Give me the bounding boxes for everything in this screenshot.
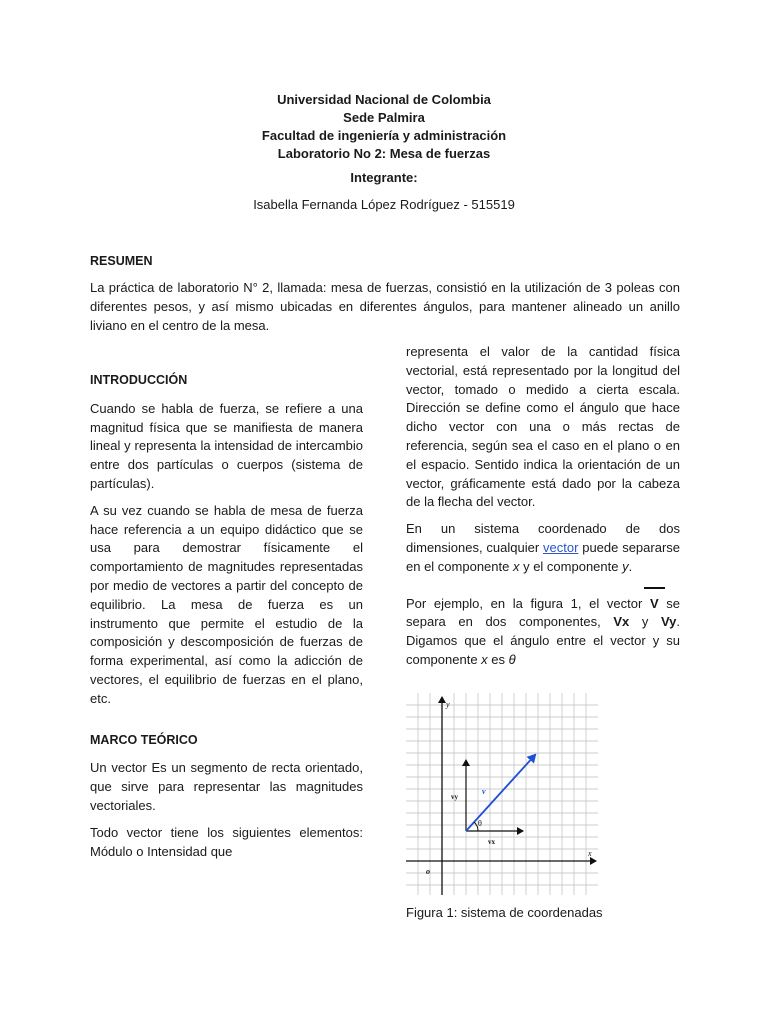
author-name: Isabella Fernanda López Rodríguez - 515519 xyxy=(253,197,515,212)
campus-name: Sede Palmira xyxy=(343,110,425,125)
vector-v-label: v xyxy=(482,787,486,796)
coordinate-diagram xyxy=(406,693,598,895)
p2-text-before: En un sistema coordenado de dos dimensiones, cualquier xyxy=(406,521,680,555)
p3-text-before: Por ejemplo, en la figura 1, el vector xyxy=(406,595,650,611)
figure-caption: Figura 1: sistema de coordenadas xyxy=(406,905,603,920)
grid xyxy=(406,693,598,895)
theta-label: θ xyxy=(478,819,482,828)
coordinate-figure xyxy=(406,693,598,895)
vector-link[interactable]: vector xyxy=(543,539,579,555)
p3-text-mid: se separa en dos componentes, xyxy=(406,595,680,630)
p2-text-and: y el componente xyxy=(519,558,623,574)
p2-x-symbol: x xyxy=(512,558,520,574)
marco-teorico-heading: MARCO TEÓRICO xyxy=(90,732,198,747)
vx-label: vx xyxy=(488,838,495,846)
marco-paragraph-2: Todo vector tiene los siguientes elementos: Módulo o Intensidad que xyxy=(90,824,363,859)
p2-text-end: . xyxy=(628,558,633,574)
right-paragraph-1: representa el valor de la cantidad física vectorial, está representado por la longitud del vector, tomado o medido a cierta escala. Dirección se define como el ángulo que hace dicho vector con una o más rectas de referencia, según sea el caso en el plano o en el espacio. Sentido indica la orientación de un vector, gráficamente está dado por la cabeza de la flecha del vector. xyxy=(406,344,680,510)
y-axis-label: y xyxy=(446,700,450,709)
p3-text-mid2: . Digamos que el ángulo entre el vector y su componente xyxy=(406,614,680,667)
resumen-body: La práctica de laboratorio N° 2, llamada: mesa de fuerzas, consistió en la utilización de 3 poleas con diferentes pesos, y así mismo ubicadas en diferentes ángulos, para mantener alineado un anillo liviano en el centro de la mesa. xyxy=(90,280,680,333)
vx-symbol: Vx xyxy=(613,614,630,630)
lab-title: Laboratorio No 2: Mesa de fuerzas xyxy=(277,146,491,161)
faculty-name: Facultad de ingeniería y administración xyxy=(261,128,507,143)
p2-text-mid: puede separarse en el componente xyxy=(406,539,681,574)
marco-paragraph-1: Un vector Es un segmento de recta orientado, que sirve para representar las magnitudes vectoriales. xyxy=(90,760,363,813)
resumen-heading: RESUMEN xyxy=(90,254,153,268)
introduccion-paragraph-1: Cuando se habla de fuerza, se refiere a una magnitud física que se manifiesta de manera lineal y representa la intensidad de intercambio entre dos partículas o cuerpos (sistema de partículas). xyxy=(90,400,363,491)
x-axis-label: x xyxy=(588,849,592,858)
p3-x-symbol: x xyxy=(481,651,488,667)
vy-symbol: Vy xyxy=(660,614,677,630)
vy-label: vy xyxy=(451,793,458,801)
origin-label: o xyxy=(426,867,430,876)
right-paragraph-2 xyxy=(406,520,680,576)
vector-v-arrow xyxy=(466,755,535,831)
left-column xyxy=(90,371,363,869)
integrante-label: Integrante: xyxy=(350,170,418,185)
right-column xyxy=(406,343,680,678)
p3-text-and: y xyxy=(629,614,661,630)
p2-y-symbol: y xyxy=(622,558,629,574)
p3-theta-symbol: θ xyxy=(508,651,516,667)
p3-text-es: es xyxy=(487,651,509,667)
right-paragraph-3 xyxy=(406,595,680,670)
introduccion-paragraph-2: A su vez cuando se habla de mesa de fuerza hace referencia a un equipo didáctico que se usa para demostrar físicamente el comportamiento de magnitudes representadas por medio de vectores a partir del concepto de equilibrio. La mesa de fuerza es un instrumento que permite el estudio de la composición y descomposición de fuerzas de forma experimental, así como la adicción de vectores, el equilibrio de fuerzas en el plano, etc. xyxy=(90,502,363,706)
title-block xyxy=(0,91,768,163)
university-name: Universidad Nacional de Colombia xyxy=(277,92,491,107)
introduccion-heading: INTRODUCCIÓN xyxy=(90,373,188,387)
vector-v-symbol: V xyxy=(650,595,659,614)
